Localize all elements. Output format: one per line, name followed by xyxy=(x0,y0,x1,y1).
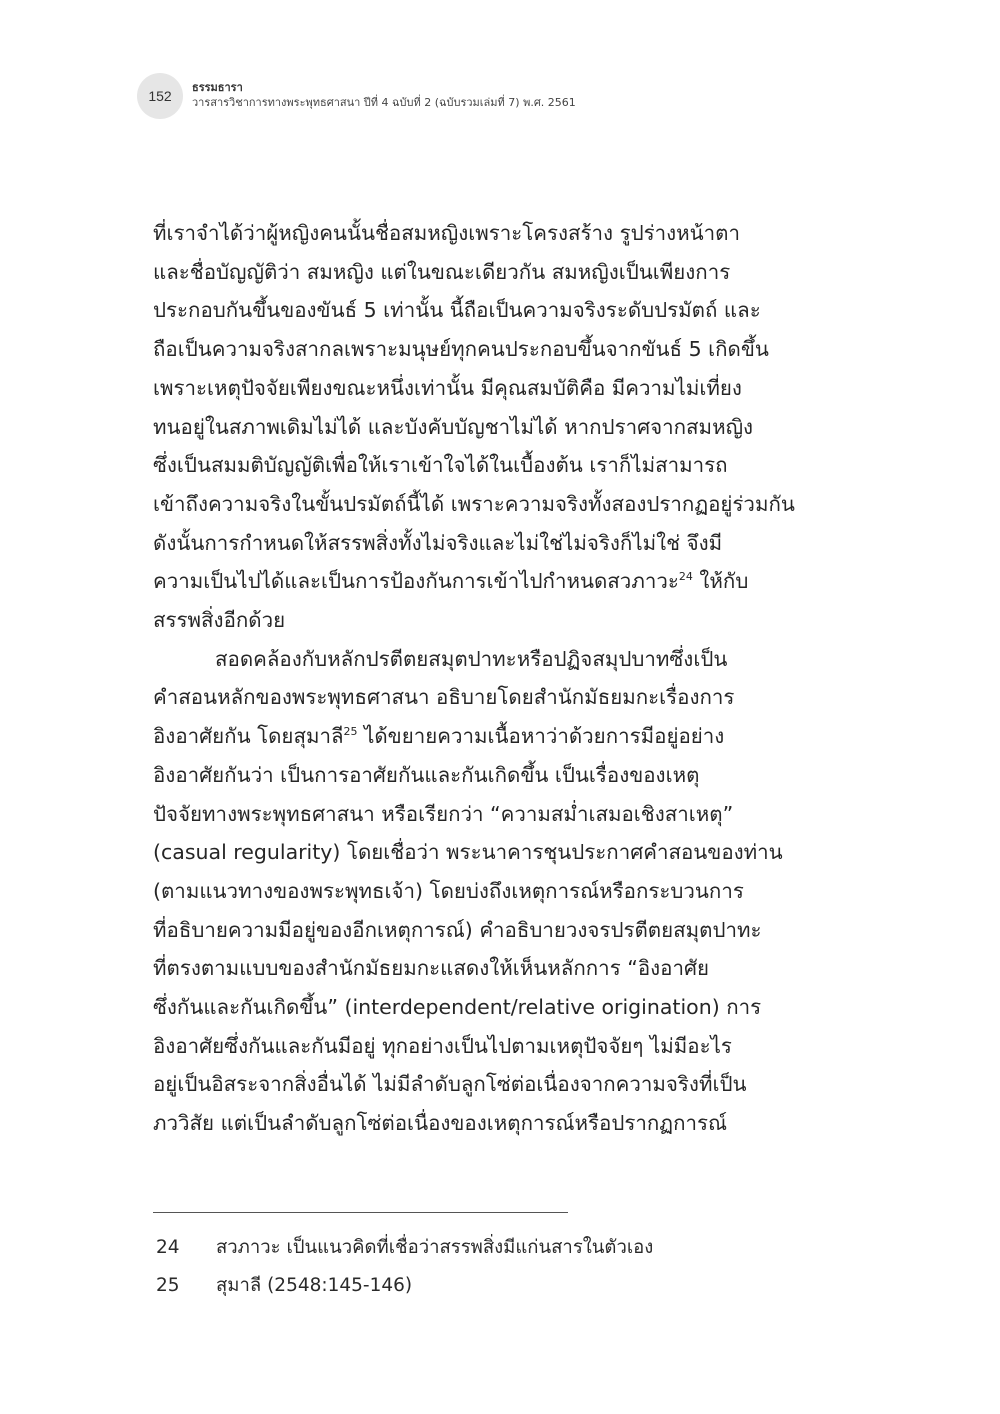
footnote-ref-25[interactable]: 25 xyxy=(343,725,358,739)
text-line: (casual regularity) โดยเชื่อว่า พระนาคารชุนประกาศคำสอนของท่าน xyxy=(153,840,783,865)
text-line: อิงอาศัยซึ่งกันและกันมีอยู่ ทุกอย่างเป็นไปตามเหตุปัจจัยๆ ไม่มีอะไร xyxy=(153,1033,732,1058)
text-line: ถือเป็นความจริงสากลเพราะมนุษย์ทุกคนประกอบขึ้นจากขันธ์ 5 เกิดขึ้น xyxy=(153,337,769,362)
text-line: เพราะเหตุปัจจัยเพียงขณะหนึ่งเท่านั้น มีคุณสมบัติคือ มีความไม่เที่ยง xyxy=(153,375,742,400)
paragraph-2 xyxy=(153,640,817,1143)
text-line: และชื่อบัญญัติว่า สมหญิง แต่ในขณะเดียวกัน สมหญิงเป็นเพียงการ xyxy=(153,259,731,284)
text-segment: ความเป็นไปได้และเป็นการป้องกันการเข้าไปกำหนดสวภาวะ xyxy=(153,569,679,594)
footnote-25 xyxy=(156,1266,816,1304)
text-line: อิงอาศัยกันว่า เป็นการอาศัยกันและกันเกิดขึ้น เป็นเรื่องของเหตุ xyxy=(153,762,700,787)
journal-name: ธรรมธารา xyxy=(192,81,243,94)
text-line: เข้าถึงความจริงในขั้นปรมัตถ์นี้ได้ เพราะความจริงทั้งสองปรากฏอยู่ร่วมกัน xyxy=(153,491,795,516)
footnote-text: สวภาวะ เป็นแนวคิดที่เชื่อว่าสรรพสิ่งมีแก่นสารในตัวเอง xyxy=(216,1236,654,1258)
text-line: ที่อธิบายความมีอยู่ของอีกเหตุการณ์) คำอธิบายวงจรปรตีตยสมุตปาทะ xyxy=(153,917,762,942)
footnote-24 xyxy=(156,1228,816,1266)
journal-subtitle: วารสารวิชาการทางพระพุทธศาสนา ปีที่ 4 ฉบับที่ 2 (ฉบับรวมเล่มที่ 7) พ.ศ. 2561 xyxy=(192,96,576,109)
text-segment: ให้กับ xyxy=(692,569,749,594)
footnote-divider xyxy=(153,1212,568,1213)
footnote-ref-24[interactable]: 24 xyxy=(678,570,693,584)
footnote-text: สุมาลี (2548:145-146) xyxy=(216,1274,413,1296)
text-line: อยู่เป็นอิสระจากสิ่งอื่นได้ ไม่มีลำดับลูกโซ่ต่อเนื่องจากความจริงที่เป็น xyxy=(153,1072,747,1097)
journal-info xyxy=(192,81,576,111)
text-line: สรรพสิ่งอีกด้วย xyxy=(153,608,286,633)
text-line xyxy=(153,717,817,756)
text-line: ดังนั้นการกำหนดให้สรรพสิ่งทั้งไม่จริงและไม่ใช่ไม่จริงก็ไม่ใช่ จึงมี xyxy=(153,530,723,555)
page-number-badge xyxy=(137,73,183,119)
text-line: (ตามแนวทางของพระพุทธเจ้า) โดยบ่งถึงเหตุการณ์หรือกระบวนการ xyxy=(153,878,744,903)
text-line: ประกอบกันขึ้นของขันธ์ 5 เท่านั้น นี้ถือเป็นความจริงระดับปรมัตถ์ และ xyxy=(153,298,761,323)
running-header xyxy=(137,73,576,119)
text-line: ซึ่งกันและกันเกิดขึ้น” (interdependent/relative origination) การ xyxy=(153,995,762,1020)
text-line: ที่เราจำได้ว่าผู้หญิงคนนั้นชื่อสมหญิงเพราะโครงสร้าง รูปร่างหน้าตา xyxy=(153,221,740,245)
page-number: 152 xyxy=(148,88,172,104)
text-line: ซึ่งเป็นสมมติบัญญัติเพื่อให้เราเข้าใจได้ในเบื้องต้น เราก็ไม่สามารถ xyxy=(153,453,728,478)
text-segment: ได้ขยายความเนื้อหาว่าด้วยการมีอยู่อย่าง xyxy=(357,724,725,749)
text-line xyxy=(153,562,817,601)
text-segment: อิงอาศัยกัน โดยสุมาลี xyxy=(153,724,344,749)
text-line: ทนอยู่ในสภาพเดิมไม่ได้ และบังคับบัญชาไม่ได้ หากปราศจากสมหญิง xyxy=(153,414,754,439)
text-line: สอดคล้องกับหลักปรตีตยสมุตปาทะหรือปฏิจสมุปบาทซึ่งเป็น xyxy=(215,646,728,671)
main-body xyxy=(153,214,817,1143)
paragraph-1 xyxy=(153,214,817,640)
footnote-number: 24 xyxy=(156,1236,180,1258)
text-line: ภววิสัย แต่เป็นลำดับลูกโซ่ต่อเนื่องของเหตุการณ์หรือปรากฏการณ์ xyxy=(153,1111,728,1136)
footnote-number: 25 xyxy=(156,1274,180,1296)
footnotes xyxy=(156,1228,816,1304)
text-line: ที่ตรงตามแบบของสำนักมัธยมกะแสดงให้เห็นหลักการ “อิงอาศัย xyxy=(153,956,710,981)
text-line: คำสอนหลักของพระพุทธศาสนา อธิบายโดยสำนักมัธยมกะเรื่องการ xyxy=(153,685,735,710)
text-line: ปัจจัยทางพระพุทธศาสนา หรือเรียกว่า “ความสม่ำเสมอเชิงสาเหตุ” xyxy=(153,801,734,826)
